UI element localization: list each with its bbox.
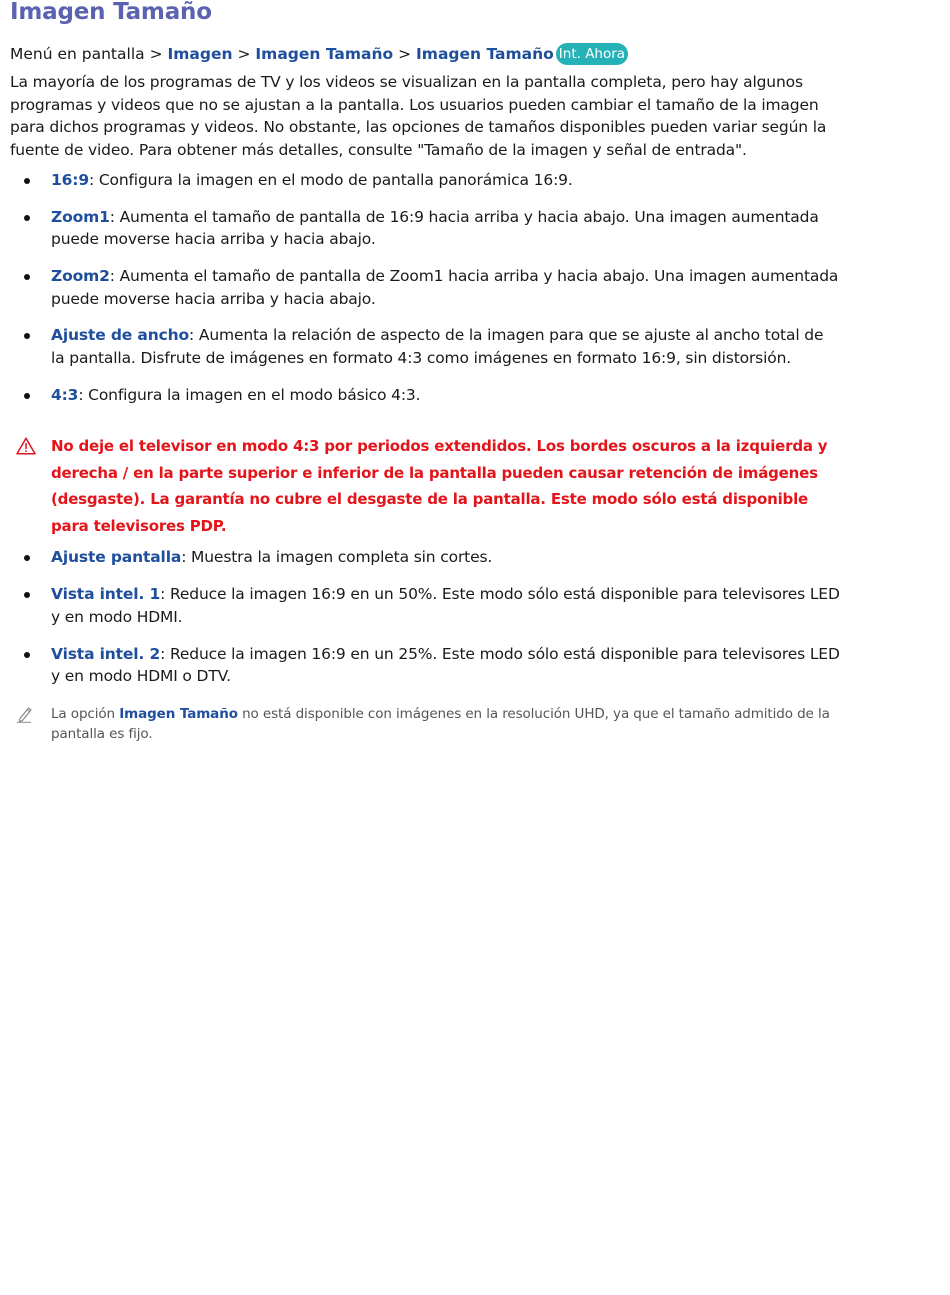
option-term: Zoom2	[51, 266, 110, 285]
caution-text: No deje el televisor en modo 4:3 por periodos extendidos. Los bordes oscuros a la izquierda y derecha / en la parte superior e inferior de la pantalla pueden causar retención de imágenes (desgaste). La garantía no cubre el desgaste de la pantalla. Este modo sólo está disponible para televisores PDP.	[51, 437, 828, 535]
breadcrumb-root: Menú en pantalla	[10, 45, 145, 63]
intro-paragraph: La mayoría de los programas de TV y los videos se visualizan en la pantalla completa, pero hay algunos programas y videos que no se ajustan a la pantalla. Los usuarios pueden cambiar el tamaño de la imagen para dichos programas y videos. No obstante, las opciones de tamaños disponibles pueden variar según la fuente de video. Para obtener más detalles, consulte "Tamaño de la imagen y señal de entrada".	[10, 73, 827, 160]
option-term: 16:9	[51, 170, 89, 189]
list-item	[10, 169, 840, 192]
breadcrumb-item-imagen-tamano[interactable]: Imagen Tamaño	[255, 45, 394, 63]
caution-notice	[10, 433, 840, 539]
note-text-before: La opción	[51, 705, 120, 722]
option-term: Ajuste pantalla	[51, 548, 182, 567]
option-term: Vista intel. 1	[51, 585, 161, 604]
try-now-button[interactable]: Int. Ahora	[556, 43, 628, 65]
manual-page	[10, 0, 840, 745]
pencil-note-icon	[16, 705, 34, 723]
list-item	[10, 265, 840, 310]
note-term: Imagen Tamaño	[119, 705, 238, 722]
option-term: Zoom1	[51, 207, 110, 226]
size-options-list-continued	[10, 546, 840, 688]
list-item	[10, 546, 840, 569]
breadcrumb-separator: >	[237, 45, 251, 63]
option-description: : Reduce la imagen 16:9 en un 50%. Este modo sólo está disponible para televisores LED y en modo HDMI.	[51, 585, 840, 626]
option-term: Vista intel. 2	[51, 644, 161, 663]
option-term: Ajuste de ancho	[51, 326, 190, 345]
option-description: : Configura la imagen en el modo básico 4:3.	[78, 385, 421, 404]
option-description: : Aumenta el tamaño de pantalla de 16:9 hacia arriba y hacia abajo. Una imagen aumentada puede moverse hacia arriba y hacia abajo.	[51, 207, 819, 249]
bullet-icon	[24, 274, 30, 280]
page-title: Imagen Tamaño	[10, 0, 212, 25]
note-text-after: no está disponible con imágenes en la resolución UHD, ya que el tamaño admitido de la pantalla es fijo.	[51, 705, 830, 743]
breadcrumb	[10, 41, 840, 67]
option-description: : Reduce la imagen 16:9 en un 25%. Este modo sólo está disponible para televisores LED y en modo HDMI o DTV.	[51, 644, 840, 686]
list-item	[10, 384, 840, 407]
warning-triangle-icon	[16, 437, 36, 455]
list-item	[10, 583, 840, 628]
bullet-icon	[24, 652, 30, 658]
breadcrumb-separator: >	[398, 45, 412, 63]
list-item	[10, 643, 840, 688]
option-term: 4:3	[51, 385, 79, 404]
list-item	[10, 324, 840, 369]
breadcrumb-item-imagen[interactable]: Imagen	[167, 45, 233, 63]
breadcrumb-item-imagen-tamano-setting[interactable]: Imagen Tamaño	[416, 45, 554, 63]
option-description: : Aumenta la relación de aspecto de la imagen para que se ajuste al ancho total de la pantalla. Disfrute de imágenes en formato 4:3 como imágenes en formato 16:9, sin distorsión.	[51, 326, 824, 368]
option-description: : Configura la imagen en el modo de pantalla panorámica 16:9.	[88, 170, 573, 189]
bullet-icon	[24, 555, 30, 561]
size-options-list	[10, 169, 840, 407]
bullet-icon	[24, 178, 30, 184]
bullet-icon	[24, 393, 30, 399]
option-description: : Muestra la imagen completa sin cortes.	[181, 548, 493, 567]
option-description: : Aumenta el tamaño de pantalla de Zoom1 hacia arriba y hacia abajo. Una imagen aumentada puede moverse hacia arriba y hacia abajo.	[51, 266, 839, 308]
bullet-icon	[24, 215, 30, 221]
breadcrumb-separator: >	[149, 45, 163, 63]
bullet-icon	[24, 333, 30, 339]
list-item	[10, 206, 840, 251]
note-block	[10, 704, 840, 745]
bullet-icon	[24, 592, 30, 598]
